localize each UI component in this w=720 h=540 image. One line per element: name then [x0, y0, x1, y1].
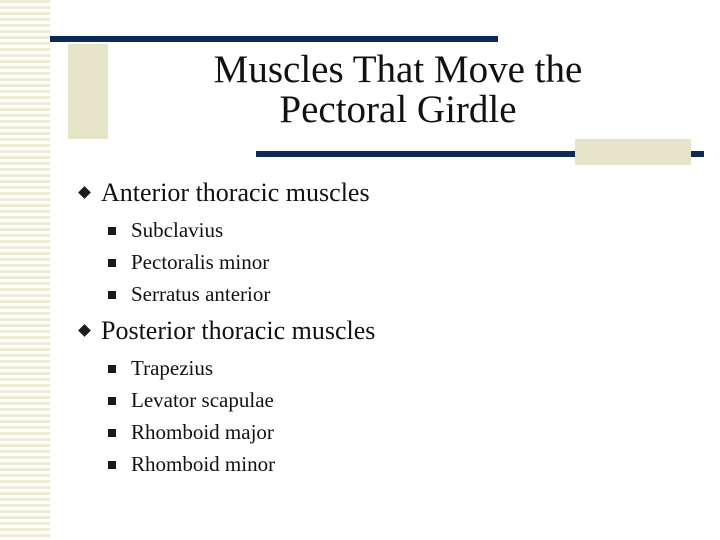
- decorative-stripes: [0, 0, 50, 540]
- list-item: [80, 278, 680, 310]
- slide-body: [80, 178, 680, 486]
- slide-title-line: Pectoral Girdle: [279, 88, 517, 131]
- sub-list: [80, 214, 680, 310]
- list-item-text: Subclavius: [131, 218, 224, 242]
- square-bullet-icon: [108, 291, 116, 299]
- section-posterior: [80, 316, 680, 480]
- list-item: [80, 352, 680, 384]
- list-item-text: Trapezius: [131, 356, 214, 380]
- list-item-text: Rhomboid minor: [131, 452, 276, 476]
- decorative-block-top: [68, 44, 108, 139]
- list-item: [80, 448, 680, 480]
- section-heading: [80, 316, 680, 346]
- diamond-bullet-icon: [78, 186, 91, 199]
- list-item-text: Serratus anterior: [131, 282, 271, 306]
- section-heading-text: Anterior thoracic muscles: [101, 178, 370, 207]
- list-item: [80, 214, 680, 246]
- list-item: [80, 246, 680, 278]
- square-bullet-icon: [108, 227, 116, 235]
- section-heading: [80, 178, 680, 208]
- list-item-text: Pectoralis minor: [131, 250, 270, 274]
- square-bullet-icon: [108, 259, 116, 267]
- section-heading-text: Posterior thoracic muscles: [101, 316, 376, 345]
- decorative-block-bottom: [575, 139, 691, 165]
- section-anterior: [80, 178, 680, 310]
- diamond-bullet-icon: [78, 324, 91, 337]
- list-item-text: Rhomboid major: [131, 420, 274, 444]
- slide-title-line: Muscles That Move the: [213, 48, 583, 91]
- square-bullet-icon: [108, 461, 116, 469]
- list-item-text: Levator scapulae: [131, 388, 274, 412]
- square-bullet-icon: [108, 365, 116, 373]
- list-item: [80, 384, 680, 416]
- list-item: [80, 416, 680, 448]
- square-bullet-icon: [108, 397, 116, 405]
- sub-list: [80, 352, 680, 480]
- title-rule-top: [50, 36, 498, 42]
- slide-title: [130, 50, 666, 130]
- square-bullet-icon: [108, 429, 116, 437]
